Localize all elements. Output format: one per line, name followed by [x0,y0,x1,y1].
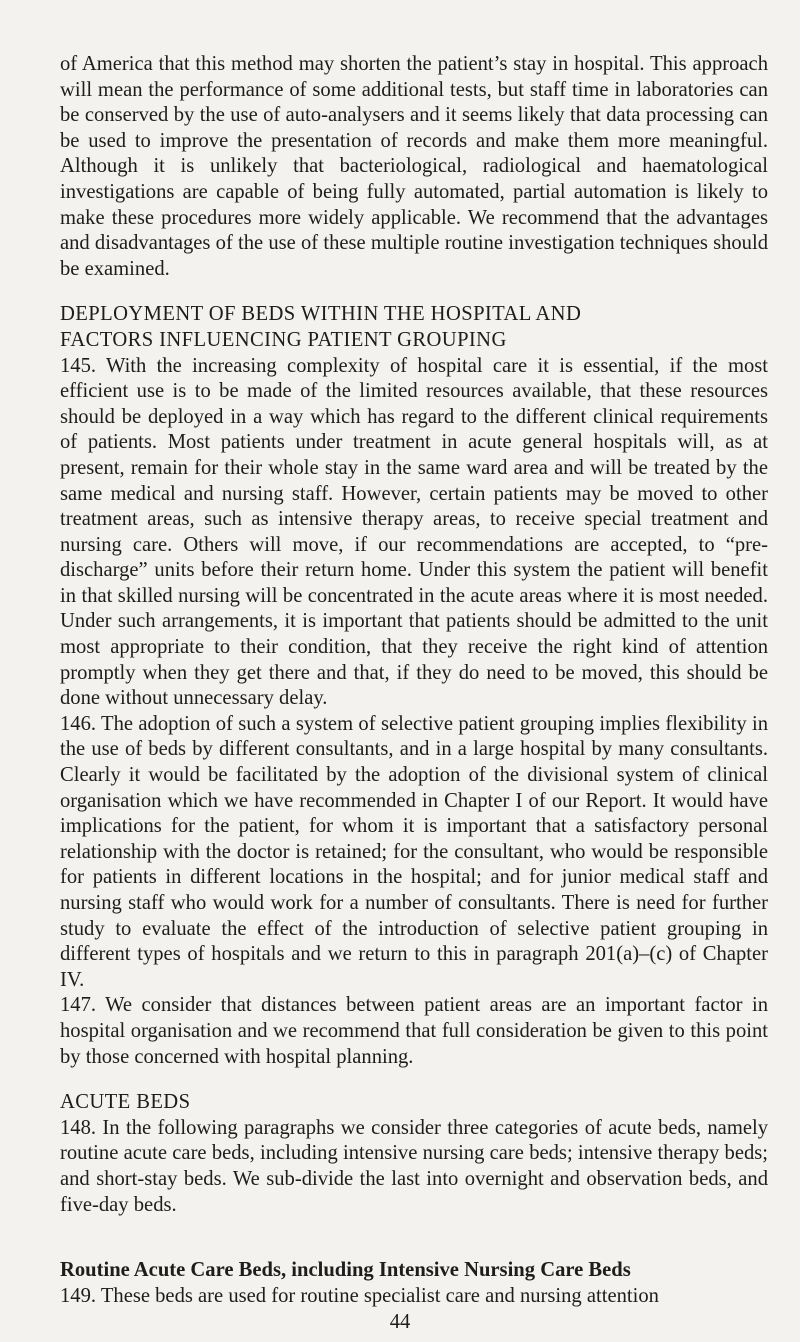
paragraph-149: 149. These beds are used for routine specialist care and nursing attention [60,1284,659,1307]
document-page [60,52,768,1309]
subsection-heading-routine-acute-care: Routine Acute Care Beds, including Intensive Nursing Care Beds [60,1259,631,1282]
intro-paragraph: of America that this method may shorten the patient’s stay in hospital. This approach will mean the performance of some additional tests, but staff time in laboratories can be conserved by the use of auto-analysers and it seems likely that data processing can be used to improve the presentation of records and make them more meaningful. Although it is unlikely that bacteriological, radiological and haematological investigations are capable of being fully automated, partial automation is likely to make these procedures more widely applicable. We recommend that the advantages and disadvantages of the use of these multiple routine investigation techniques should be examined. [60,53,768,280]
page-number: 44 [389,1311,411,1333]
section-heading-deployment [60,302,768,353]
section-acute-beds [60,1090,768,1218]
heading-line-1: DEPLOYMENT OF BEDS WITHIN THE HOSPITAL AND [60,303,582,326]
section-heading-acute-beds: ACUTE BEDS [60,1091,191,1114]
paragraph-148: 148. In the following paragraphs we consider three categories of acute beds, namely routine acute care beds, including intensive nursing care beds; intensive therapy beds; and short-stay beds. We sub-divide the last into overnight and observation beds, and five-day beds. [60,1116,768,1216]
paragraph-145: 145. With the increasing complexity of hospital care it is essential, if the most efficient use is to be made of the limited resources available, that these resources should be deployed in a way which has regard to the different clinical requirements of patients. Most patients under treatment in acute general hospitals will, as at present, remain for their whole stay in the same ward area and will be treated by the same medical and nursing staff. However, certain patients may be moved to other treatment areas, such as intensive therapy areas, to receive special treatment and nursing care. Others will move, if our recommendations are accepted, to “pre-discharge” units before their return home. Under this system the patient will benefit in that skilled nursing will be concentrated in the acute areas where it is most needed. Under such arrangements, it is important that patients should be admitted to the unit most appropriate to their condition, that they receive the right kind of attention promptly when they get there and that, if they do need to be moved, this should be done without unnecessary delay. [60,354,768,710]
section-deployment-of-beds [60,302,768,1070]
section-routine-acute-care [60,1258,768,1309]
heading-line-2: FACTORS INFLUENCING PATIENT GROUPING [60,328,507,351]
paragraph-146: 146. The adoption of such a system of selective patient grouping implies flexibility in the use of beds by different consultants, and in a large hospital by many consultants. Clearly it would be facilitated by the adoption of the divisional system of clinical organisation which we have recommended in Chapter I of our Report. It would have implications for the patient, for whom it is important that a satisfactory personal relationship with the doctor is retained; for the consultant, who would be responsible for patients in different locations in the hospital; and for junior medical staff and nursing staff who would work for a number of consultants. There is need for further study to evaluate the effect of the introduction of selective patient grouping in different types of hospitals and we return to this in paragraph 201(a)–(c) of Chapter IV. [60,712,768,991]
paragraph-147: 147. We consider that distances between patient areas are an important factor in hospital organisation and we recommend that full consideration be given to this point by those concerned with hospital planning. [60,994,768,1068]
